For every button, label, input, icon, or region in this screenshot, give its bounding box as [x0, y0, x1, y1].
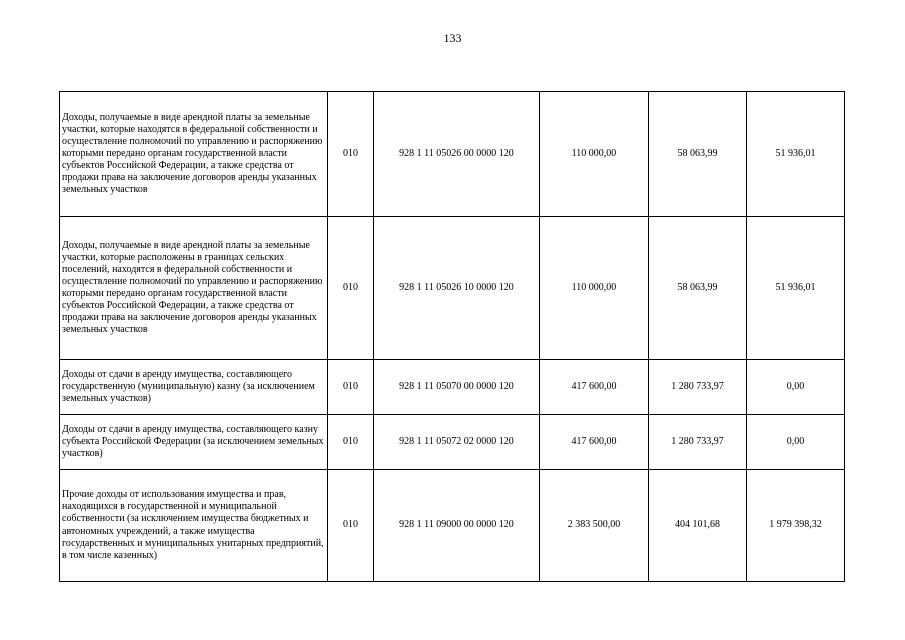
budget-revenue-table — [59, 91, 845, 582]
executed-amount-cell: 58 063,99 — [649, 92, 747, 217]
unexecuted-amount-cell: 0,00 — [747, 360, 845, 415]
budget-code-cell: 928 1 11 05026 10 0000 120 — [374, 217, 540, 360]
unexecuted-amount-cell: 1 979 398,32 — [747, 470, 845, 582]
revenue-name-cell: Доходы, получаемые в виде арендной платы за земельные участки, которые расположены в границах сельских поселений, находятся в федеральной собственности и осуществление полномочий по управлению и распоряжению которыми передано органам государственной власти субъектов Российской Федерации, а также средства от продажи права на заключение договоров аренды указанных земельных участков — [60, 217, 328, 360]
budget-code-cell: 928 1 11 09000 00 0000 120 — [374, 470, 540, 582]
table-row — [60, 470, 845, 582]
budget-code-cell: 928 1 11 05070 00 0000 120 — [374, 360, 540, 415]
budget-code-cell: 928 1 11 05026 00 0000 120 — [374, 92, 540, 217]
line-code-cell: 010 — [328, 415, 374, 470]
table-row — [60, 92, 845, 217]
unexecuted-amount-cell: 51 936,01 — [747, 92, 845, 217]
line-code-cell: 010 — [328, 217, 374, 360]
unexecuted-amount-cell: 51 936,01 — [747, 217, 845, 360]
table-row — [60, 360, 845, 415]
table-row — [60, 415, 845, 470]
executed-amount-cell: 1 280 733,97 — [649, 360, 747, 415]
unexecuted-amount-cell: 0,00 — [747, 415, 845, 470]
line-code-cell: 010 — [328, 92, 374, 217]
approved-amount-cell: 110 000,00 — [540, 217, 649, 360]
line-code-cell: 010 — [328, 470, 374, 582]
approved-amount-cell: 110 000,00 — [540, 92, 649, 217]
executed-amount-cell: 58 063,99 — [649, 217, 747, 360]
revenue-name-cell: Доходы от сдачи в аренду имущества, составляющего казну субъекта Российской Федерации (за исключением земельных участков) — [60, 415, 328, 470]
executed-amount-cell: 404 101,68 — [649, 470, 747, 582]
revenue-name-cell: Прочие доходы от использования имущества и прав, находящихся в государственной и муниципальной собственности (за исключением имущества бюджетных и автономных учреждений, а также имущества государственных и муниципальных унитарных предприятий, в том числе казенных) — [60, 470, 328, 582]
table-row — [60, 217, 845, 360]
approved-amount-cell: 417 600,00 — [540, 360, 649, 415]
line-code-cell: 010 — [328, 360, 374, 415]
executed-amount-cell: 1 280 733,97 — [649, 415, 747, 470]
approved-amount-cell: 417 600,00 — [540, 415, 649, 470]
page-number: 133 — [443, 31, 462, 45]
budget-code-cell: 928 1 11 05072 02 0000 120 — [374, 415, 540, 470]
revenue-name-cell: Доходы от сдачи в аренду имущества, составляющего государственную (муниципальную) казну (за исключением земельных участков) — [60, 360, 328, 415]
revenue-name-cell: Доходы, получаемые в виде арендной платы за земельные участки, которые находятся в федеральной собственности и осуществление полномочий по управлению и распоряжению которыми передано органам государственной власти субъектов Российской Федерации, а также средства от продажи права на заключение договоров аренды указанных земельных участков — [60, 92, 328, 217]
approved-amount-cell: 2 383 500,00 — [540, 470, 649, 582]
